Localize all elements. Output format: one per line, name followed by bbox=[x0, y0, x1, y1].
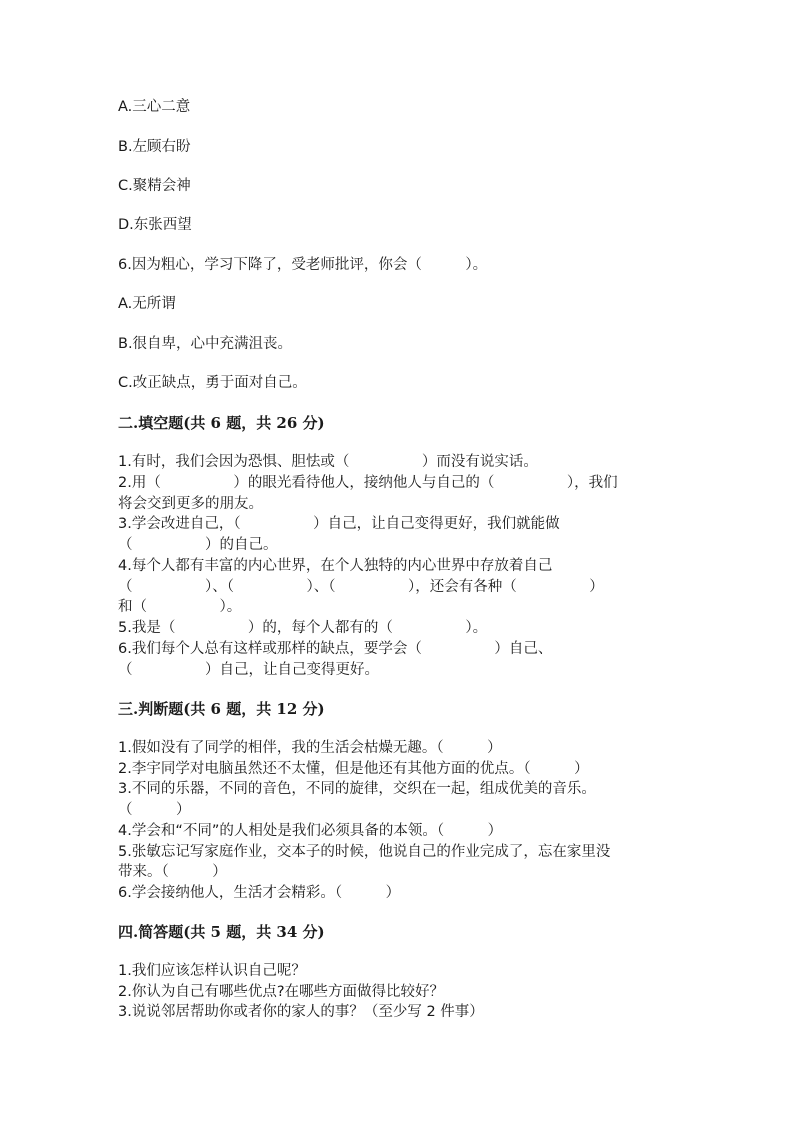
section-heading-fill-in: 二.填空题(共 6 题，共 26 分) bbox=[118, 414, 325, 432]
option-q6-c: C.改正缺点，勇于面对自己。 bbox=[118, 375, 307, 391]
short-answer-line: 3.说说邻居帮助你或者你的家人的事？（至少写 2 件事） bbox=[118, 1004, 484, 1020]
judge-line: 6.学会接纳他人，生活才会精彩。（ ） bbox=[118, 885, 401, 901]
option-q5-b: B.左顾右盼 bbox=[118, 139, 191, 155]
short-answer-line: 2.你认为自己有哪些优点?在哪些方面做得比较好？ bbox=[118, 984, 445, 1000]
fill-line: （ ）、（ ）、（ ），还会有各种（ ） bbox=[118, 579, 604, 595]
fill-line: 和（ ）。 bbox=[118, 599, 242, 615]
fill-line: 5.我是（ ）的，每个人都有的（ ）。 bbox=[118, 620, 488, 636]
option-q5-c: C.聚精会神 bbox=[118, 178, 191, 194]
fill-line: （ ）的自己。 bbox=[118, 537, 278, 553]
fill-line: 6.我们每个人总有这样或那样的缺点，要学会（ ）自己、 bbox=[118, 641, 553, 657]
option-q6-b: B.很自卑，心中充满沮丧。 bbox=[118, 336, 293, 352]
option-q5-a: A.三心二意 bbox=[118, 99, 191, 115]
fill-line: 将会交到更多的朋友。 bbox=[118, 496, 263, 512]
short-answer-line: 1.我们应该怎样认识自己呢？ bbox=[118, 963, 306, 979]
option-q5-d: D.东张西望 bbox=[118, 217, 192, 233]
fill-line: （ ）自己，让自己变得更好。 bbox=[118, 662, 379, 678]
section-heading-true-false: 三.判断题(共 6 题，共 12 分) bbox=[118, 700, 325, 718]
judge-line: 2.李宇同学对电脑虽然还不太懂，但是他还有其他方面的优点。（ ） bbox=[118, 761, 589, 777]
judge-line: 3.不同的乐器，不同的音色，不同的旋律，交织在一起，组成优美的音乐。 bbox=[118, 781, 596, 797]
fill-line: 4.每个人都有丰富的内心世界，在个人独特的内心世界中存放着自己 bbox=[118, 558, 553, 574]
judge-line: 带来。（ ） bbox=[118, 864, 227, 880]
judge-line: （ ） bbox=[118, 802, 191, 818]
judge-line: 1.假如没有了同学的相伴，我的生活会枯燥无趣。（ ） bbox=[118, 740, 502, 756]
option-q6-a: A.无所谓 bbox=[118, 296, 176, 312]
judge-line: 4.学会和“不同”的人相处是我们必须具备的本领。（ ） bbox=[118, 823, 503, 839]
section-heading-short-answer: 四.简答题(共 5 题，共 34 分) bbox=[118, 923, 325, 941]
fill-line: 3.学会改进自己，（ ）自己，让自己变得更好，我们就能做 bbox=[118, 516, 560, 532]
fill-line: 1.有时，我们会因为恐惧、胆怯或（ ）而没有说实话。 bbox=[118, 454, 538, 470]
judge-line: 5.张敏忘记写家庭作业，交本子的时候，他说自己的作业完成了，忘在家里没 bbox=[118, 844, 611, 860]
fill-line: 2.用（ ）的眼光看待他人，接纳他人与自己的（ ），我们 bbox=[118, 475, 618, 491]
question-6: 6.因为粗心，学习下降了，受老师批评，你会（ ）。 bbox=[118, 257, 488, 273]
